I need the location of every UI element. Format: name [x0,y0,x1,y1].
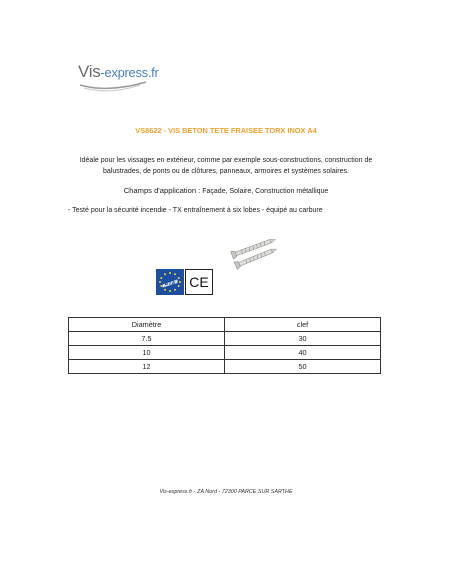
table-cell: 50 [225,360,381,374]
column-header-clef: clef [225,318,381,332]
product-description: Idéale pour les vissages en extérieur, comme par exemple sous-constructions, construction de balustrades, de ponts ou de clôtures, panneaux, armoires et systèmes solaires. [79,157,373,175]
table-cell: 10 [69,346,225,360]
table-header-row [69,318,381,332]
table-row [69,360,381,374]
application-fields-value: Façade, Solaire, Construction métallique [202,188,329,195]
logo-brand: Vis [78,62,101,81]
eta-certification-icon [156,269,184,295]
product-features: - Testé pour la sécurité incendie - TX entraînement à six lobes - équipé au carbure [68,207,323,214]
brand-logo [78,62,178,98]
ce-badge [185,269,213,295]
brand-swoosh-icon [78,79,148,93]
column-header-diametre: Diamètre [69,318,225,332]
ce-mark-icon [186,270,212,294]
table-row [69,346,381,360]
screw-product-icon [228,238,282,270]
application-fields-label: Champs d'application : [123,186,201,195]
application-fields [0,186,452,195]
table-cell: 30 [225,332,381,346]
table-cell: 40 [225,346,381,360]
specs-table [68,317,381,374]
certification-badges [156,269,214,295]
table-cell: 7.5 [69,332,225,346]
table-row [69,332,381,346]
logo-suffix: -express.fr [100,65,159,80]
page-footer: Vis-express.fr - ZA Nord - 72300 PARCE SUR SARTHE [159,489,293,495]
table-cell: 12 [69,360,225,374]
svg-text:CE: CE [189,274,209,290]
product-title: VS8622 - VIS BETON TETE FRAISEE TORX INOX A4 [135,126,317,135]
svg-text:ETA: ETA [164,281,176,288]
eta-badge [156,269,184,295]
